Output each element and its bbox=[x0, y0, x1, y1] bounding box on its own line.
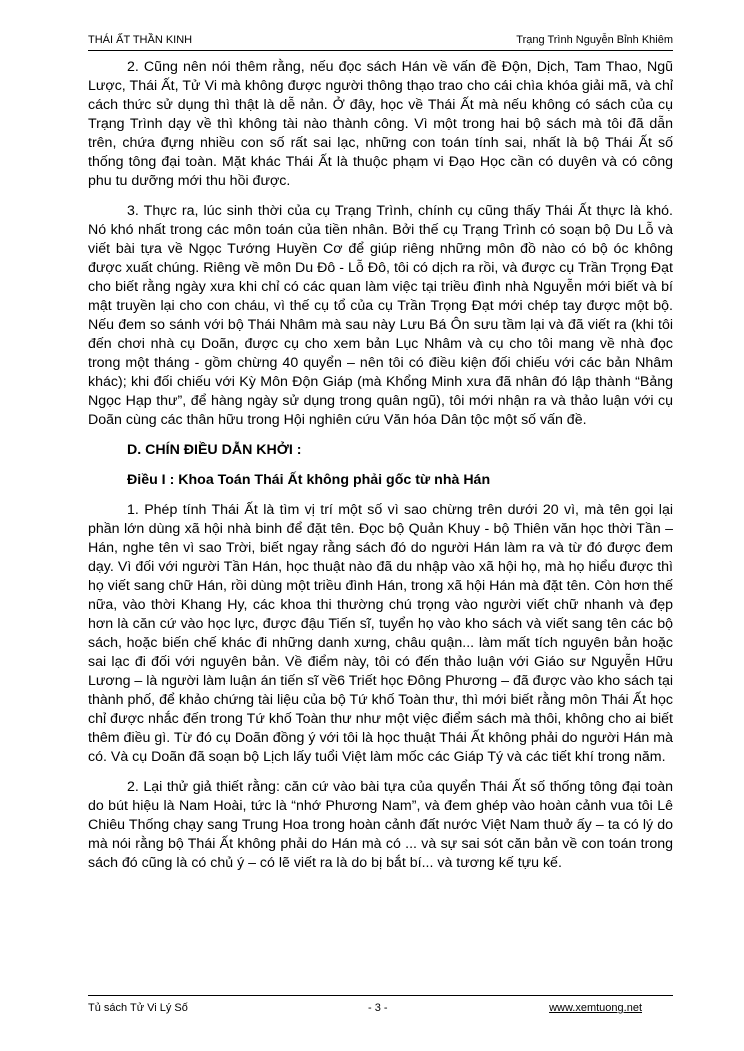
section-heading: D. CHÍN ĐIỀU DẪN KHỞI : bbox=[127, 442, 302, 458]
paragraph-2: 3. Thực ra, lúc sinh thời của cụ Trạng Trình, chính cụ cũng thấy Thái Ất thực là khó. Nó khó nhất trong các môn toán của tiền nhân. Bởi thế cụ Trạng Trình có soạn bộ Du Lỗ và viết bài tựa về Ngọc Tướng Huyền Cơ để giúp riêng những môn đồ nào có bộ óc không được xuất chúng. Riêng về môn Du Đô - Lỗ Đô, tôi có dịch ra rồi, và được cụ Trần Trọng Đạt cho biết rằng ngày xưa khi chỉ có các quan làm việc tại triều đình nhà Nguyễn mới biết và bí mật truyền lại cho con cháu, vì thế cụ tổ của cụ Trần Trọng Đạt mới chép tay được một bộ. Nếu đem so sánh với bộ Thái Nhâm mà sau này Lưu Bá Ôn sưu tầm lại và đã viết ra (khi tôi đến chơi nhà cụ Doãn, được cụ cho xem bản Lục Nhâm và cụ cho tôi mang về nhà đọc trong một tháng - gồm chừng 40 quyển – nên tôi có điều kiện đối chiếu với các bản Nhâm khác); khi đối chiếu với Kỳ Môn Độn Giáp (mà Khổng Minh xưa đã nhân đó lập thành “Bảng Ngọc Hạp thư”, để hàng ngày sử dụng trong quân ngũ), tôi mới nhận ra và thảo luận với cụ Doãn cùng các thân hữu trong Hội nghiên cứu Văn hóa Dân tộc một số vấn đề. bbox=[88, 203, 673, 428]
paragraph-4: 2. Lại thử giả thiết rằng: căn cứ vào bài tựa của quyển Thái Ất số thống tông đại toàn do bút hiệu là Nam Hoài, tức là “nhớ Phương Nam”, và đem ghép vào hoàn cảnh vua tôi Lê Chiêu Thống chạy sang Trung Hoa trong hoàn cảnh đất nước Việt Nam thuở ấy – ta có lý do mà nói rằng bộ Thái Ất không phải do Hán mà có ... và sự sai sót căn bản về con toán trong sách đó cũng là có chủ ý – có lẽ viết ra là do bị bắt bí... và tương kế tựu kế. bbox=[88, 779, 673, 871]
page-body bbox=[88, 58, 673, 884]
page-footer bbox=[88, 995, 673, 1016]
subsection-heading: Điều I : Khoa Toán Thái Ất không phải gốc từ nhà Hán bbox=[127, 472, 491, 488]
footer-series: Tủ sách Tử Vi Lý Số bbox=[88, 1002, 188, 1014]
paragraph-1: 2. Cũng nên nói thêm rằng, nếu đọc sách Hán về vấn đề Độn, Dịch, Tam Thao, Ngũ Lược, Thái Ất, Tử Vi mà không được người thông thạo trao cho cái chìa khóa giải mã, và chỉ cách thức sử dụng thì thật là dễ nản. Ở đây, học về Thái Ất mà nếu không có sách của cụ Trạng Trình dạy về thì không tài nào thành công. Vì một trong hai bộ sách mà tôi đã dẫn trên, chứa đựng nhiều con số rất sai lạc, những con toán tính sai, nhất là bộ Thái Ất số thống tông đại toàn. Mặt khác Thái Ất là thuộc phạm vi Đạo Học cần có duyên và có công phu tu dưỡng mới thu hồi được. bbox=[88, 59, 673, 189]
page-header bbox=[88, 30, 673, 51]
paragraph-3: 1. Phép tính Thái Ất là tìm vị trí một số vì sao chừng trên dưới 20 vì, mà tên gọi lại phần lớn dùng xã hội nhà binh để đặt tên. Đọc bộ Quản Khuy - bộ Thiên văn học thời Tần – Hán, nghe tên vì sao Trời, biết ngay rằng sách đó do người Hán làm ra và từ đó được đem dạy. Vì đối với người Tần Hán, học thuật nào đã du nhập vào xã hội họ, mà họ hiểu được thì họ viết sang chữ Hán, rồi dùng một triều đình Hán, trong xã hội Hán mà đặt tên. Còn hơn thế nữa, vào thời Khang Hy, các khoa thi thường chú trọng vào người viết chữ nhanh và đẹp hơn là căn cứ vào học lực, được đậu Tiến sĩ, tuyển họ vào kho sách và viết sang tên các bộ sách, hoặc biến chế khác đi những danh xưng, châu quận... làm mất tích nguyên bản hoặc sai lạc đi đối với nguyên bản. Về điểm này, tôi có đến thảo luận với Giáo sư Nguyễn Hữu Lương – là người làm luận án tiến sĩ về6 Triết học Đông Phương – đã được vào kho sách tại thành phố, để khảo chứng tài liệu của bộ Tứ khố Toàn thư, thì mới biết rằng môn Thái Ất học chỉ được nhắc đến trong Tứ khố Toàn thư như một việc điểm sách mà thôi, không cho ai biết thêm điều gì. Từ đó cụ Doãn đồng ý với tôi là học thuật Thái Ất không phải do người Hán mà có. Và cụ Doãn đã soạn bộ Lịch lấy tuổi Việt làm mốc các Giáp Tý và các tiết khí trong năm. bbox=[88, 502, 673, 765]
footer-website-link[interactable]: www.xemtuong.net bbox=[549, 1002, 642, 1014]
header-author: Trạng Trình Nguyễn Bỉnh Khiêm bbox=[516, 34, 673, 46]
page-number: - 3 - bbox=[368, 1002, 388, 1014]
header-book-title: THÁI ẤT THẦN KINH bbox=[88, 34, 193, 46]
